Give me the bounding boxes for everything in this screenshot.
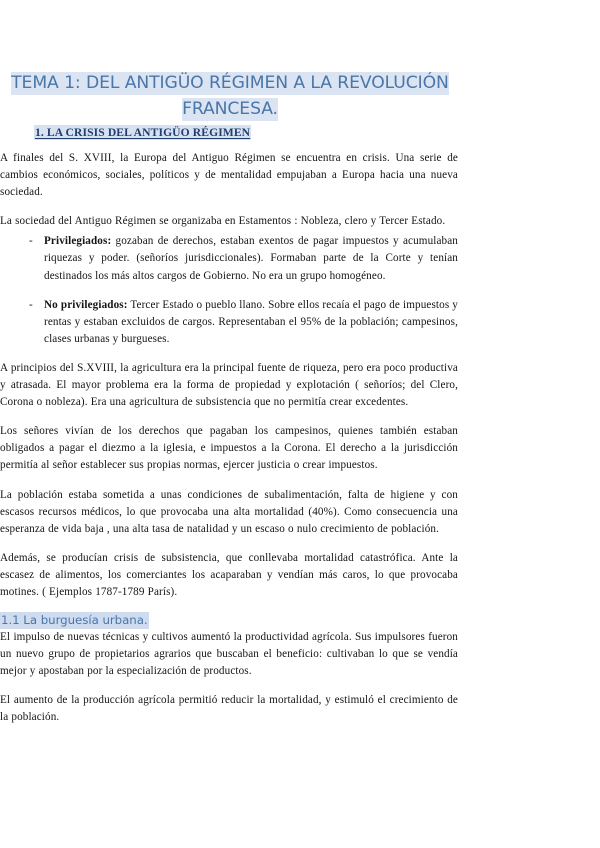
bullet-body-text: Tercer Estado o pueblo llano. Sobre ellos recaía el pago de impuestos y rentas y estaban excluidos de cargos. Representaban el 95% de la población; campesinos, clases urbanas y burgueses.	[44, 298, 458, 345]
list-item	[0, 233, 458, 284]
paragraph-burguesia-1: El impulso de nuevas técnicas y cultivos aumentó la productividad agrícola. Sus impulsores fueron un nuevo grupo de propietarios agrarios que buscaban el beneficio: cultivaban lo que se vendía mejor y apostaban por la especialización de productos.	[0, 631, 458, 678]
document-body	[0, 150, 458, 739]
section-heading-1	[34, 126, 251, 140]
paragraph-subsistencia: Además, se producían crisis de subsistencia, que conllevaba mortalidad catastrófica. Ante la escasez de alimentos, los comerciantes los acaparaban y vendían más caros, lo que provocaba motines. ( Ejemplos 1787-1789 París).	[0, 551, 458, 598]
estamentos-bullet-list	[0, 233, 458, 348]
list-item	[0, 297, 458, 348]
bullet-lead-label: Privilegiados:	[44, 235, 112, 248]
paragraph-agricultura: A principios del S.XVIII, la agricultura era la principal fuente de riqueza, pero era poco productiva y atrasada. El mayor problema era la forma de propiedad y explotación ( señoríos; del Clero, Corona o nobleza). Era una agricultura de subsistencia que no permitía crear excedentes.	[0, 361, 458, 409]
paragraph-senores: Los señores vivían de los derechos que pagaban los campesinos, quienes también estaban obligados a pagar el diezmo a la iglesia, e impuestos a la Corona. El derecho a la jurisdicción permitía al señor establecer sus propias normas, ejercer justicia o crear impuestos.	[0, 425, 458, 472]
paragraph-poblacion: La población estaba sometida a unas condiciones de subalimentación, falta de higiene y con escasos recursos médicos, lo que provocaba una alta mortalidad (40%). Como consecuencia una esperanza de vida baja , una alta tasa de natalidad y un escaso o nulo crecimiento de población.	[0, 488, 458, 535]
paragraph-crisis-intro: A finales del S. XVIII, la Europa del Antiguo Régimen se encuentra en crisis. Una serie de cambios económicos, sociales, políticos y de mentalidad empujaban a Europa hacia una nueva sociedad.	[0, 152, 458, 199]
section-heading-1-text: 1. LA CRISIS DEL ANTIGÜO RÉGIMEN	[35, 126, 251, 139]
paragraph-estamentos: La sociedad del Antiguo Régimen se organizaba en Estamentos : Nobleza, clero y Tercer Estado.	[0, 215, 446, 228]
bullet-body-text: gozaban de derechos, estaban exentos de pagar impuestos y acumulaban riquezas y poder. (señoríos jurisdiccionales). Formaban parte de la Corte y tenían destinados los más altos cargos de Gobierno. No era un grupo homogéneo.	[44, 235, 458, 282]
bullet-dash-icon: -	[29, 298, 33, 311]
document-title	[5, 70, 455, 122]
paragraph-burguesia-2: El aumento de la producción agrícola permitió reducir la mortalidad, y estimuló el crecimiento de la población.	[0, 694, 458, 724]
document-title-text: TEMA 1: DEL ANTIGÜO RÉGIMEN A LA REVOLUCIÓN FRANCESA.	[11, 73, 449, 119]
bullet-lead-label: No privilegiados:	[44, 298, 128, 311]
subsection-heading-1-1-text: 1.1 La burguesía urbana.	[1, 613, 148, 628]
subsection-heading-1-1	[0, 613, 458, 628]
bullet-dash-icon: -	[29, 235, 33, 248]
